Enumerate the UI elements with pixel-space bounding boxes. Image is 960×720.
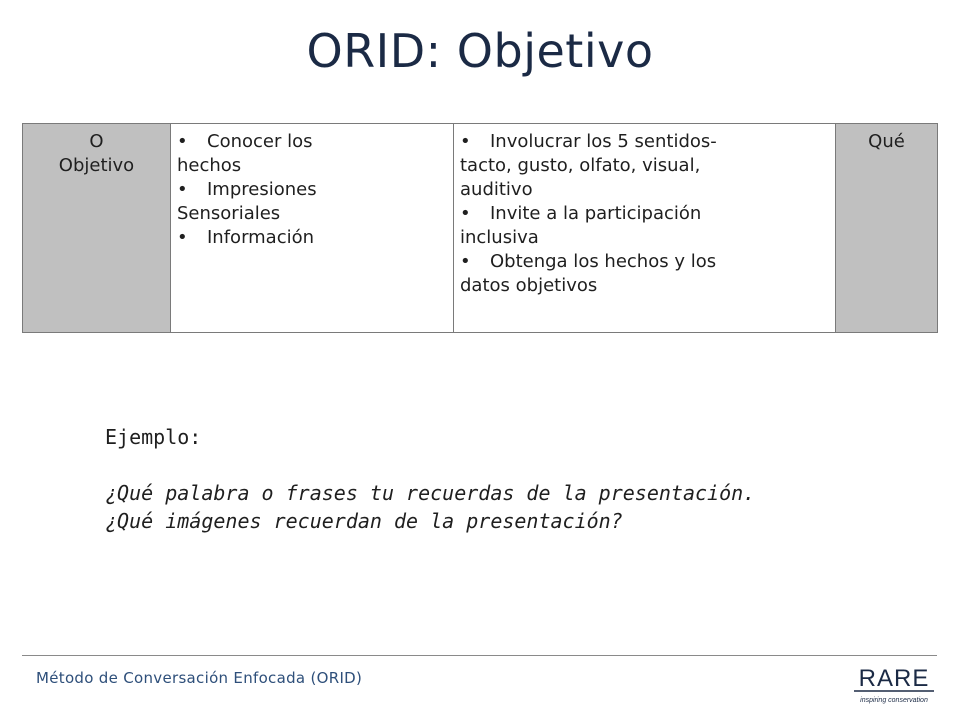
letter-label: Objetivo xyxy=(58,155,135,176)
guidance-cell xyxy=(454,124,836,333)
list-item: • Obtenga los hechos y los datos objetivos xyxy=(460,251,717,296)
footer-text: Método de Conversación Enfocada (ORID) xyxy=(36,669,363,687)
slide-title: ORID: Objetivo xyxy=(306,24,654,78)
bullet-icon: • xyxy=(177,179,188,200)
purpose-cell xyxy=(171,124,454,333)
bullet-icon: • xyxy=(460,131,471,152)
orid-table xyxy=(22,123,938,333)
bullet-icon: • xyxy=(460,251,471,272)
list-item: • Invite a la participación inclusiva xyxy=(460,203,702,248)
objective-letter-cell xyxy=(23,124,171,333)
question-type-label: Qué xyxy=(868,131,905,152)
letter-o: O xyxy=(89,131,104,152)
example-question-1: ¿Qué palabra o frases tu recuerdas de la presentación. xyxy=(105,481,756,505)
question-type-cell xyxy=(836,124,938,333)
footer-divider xyxy=(22,655,937,656)
bullet-icon: • xyxy=(177,227,188,248)
list-item: • Conocer los hechos xyxy=(177,131,313,176)
list-item: • Involucrar los 5 sentidos- tacto, gusto, olfato, visual, auditivo xyxy=(460,131,717,200)
svg-text:RARE: RARE xyxy=(858,665,930,692)
example-block xyxy=(105,423,755,535)
list-item: • Impresiones Sensoriales xyxy=(177,179,317,224)
example-question-2: ¿Qué imágenes recuerdan de la presentación? xyxy=(105,509,623,533)
table-row xyxy=(23,124,938,333)
list-item: • Información xyxy=(177,227,315,248)
bullet-icon: • xyxy=(177,131,188,152)
example-label: Ejemplo: xyxy=(105,425,202,449)
rare-logo xyxy=(848,660,940,708)
svg-text:inspiring conservation: inspiring conservation xyxy=(860,697,928,704)
bullet-icon: • xyxy=(460,203,471,224)
